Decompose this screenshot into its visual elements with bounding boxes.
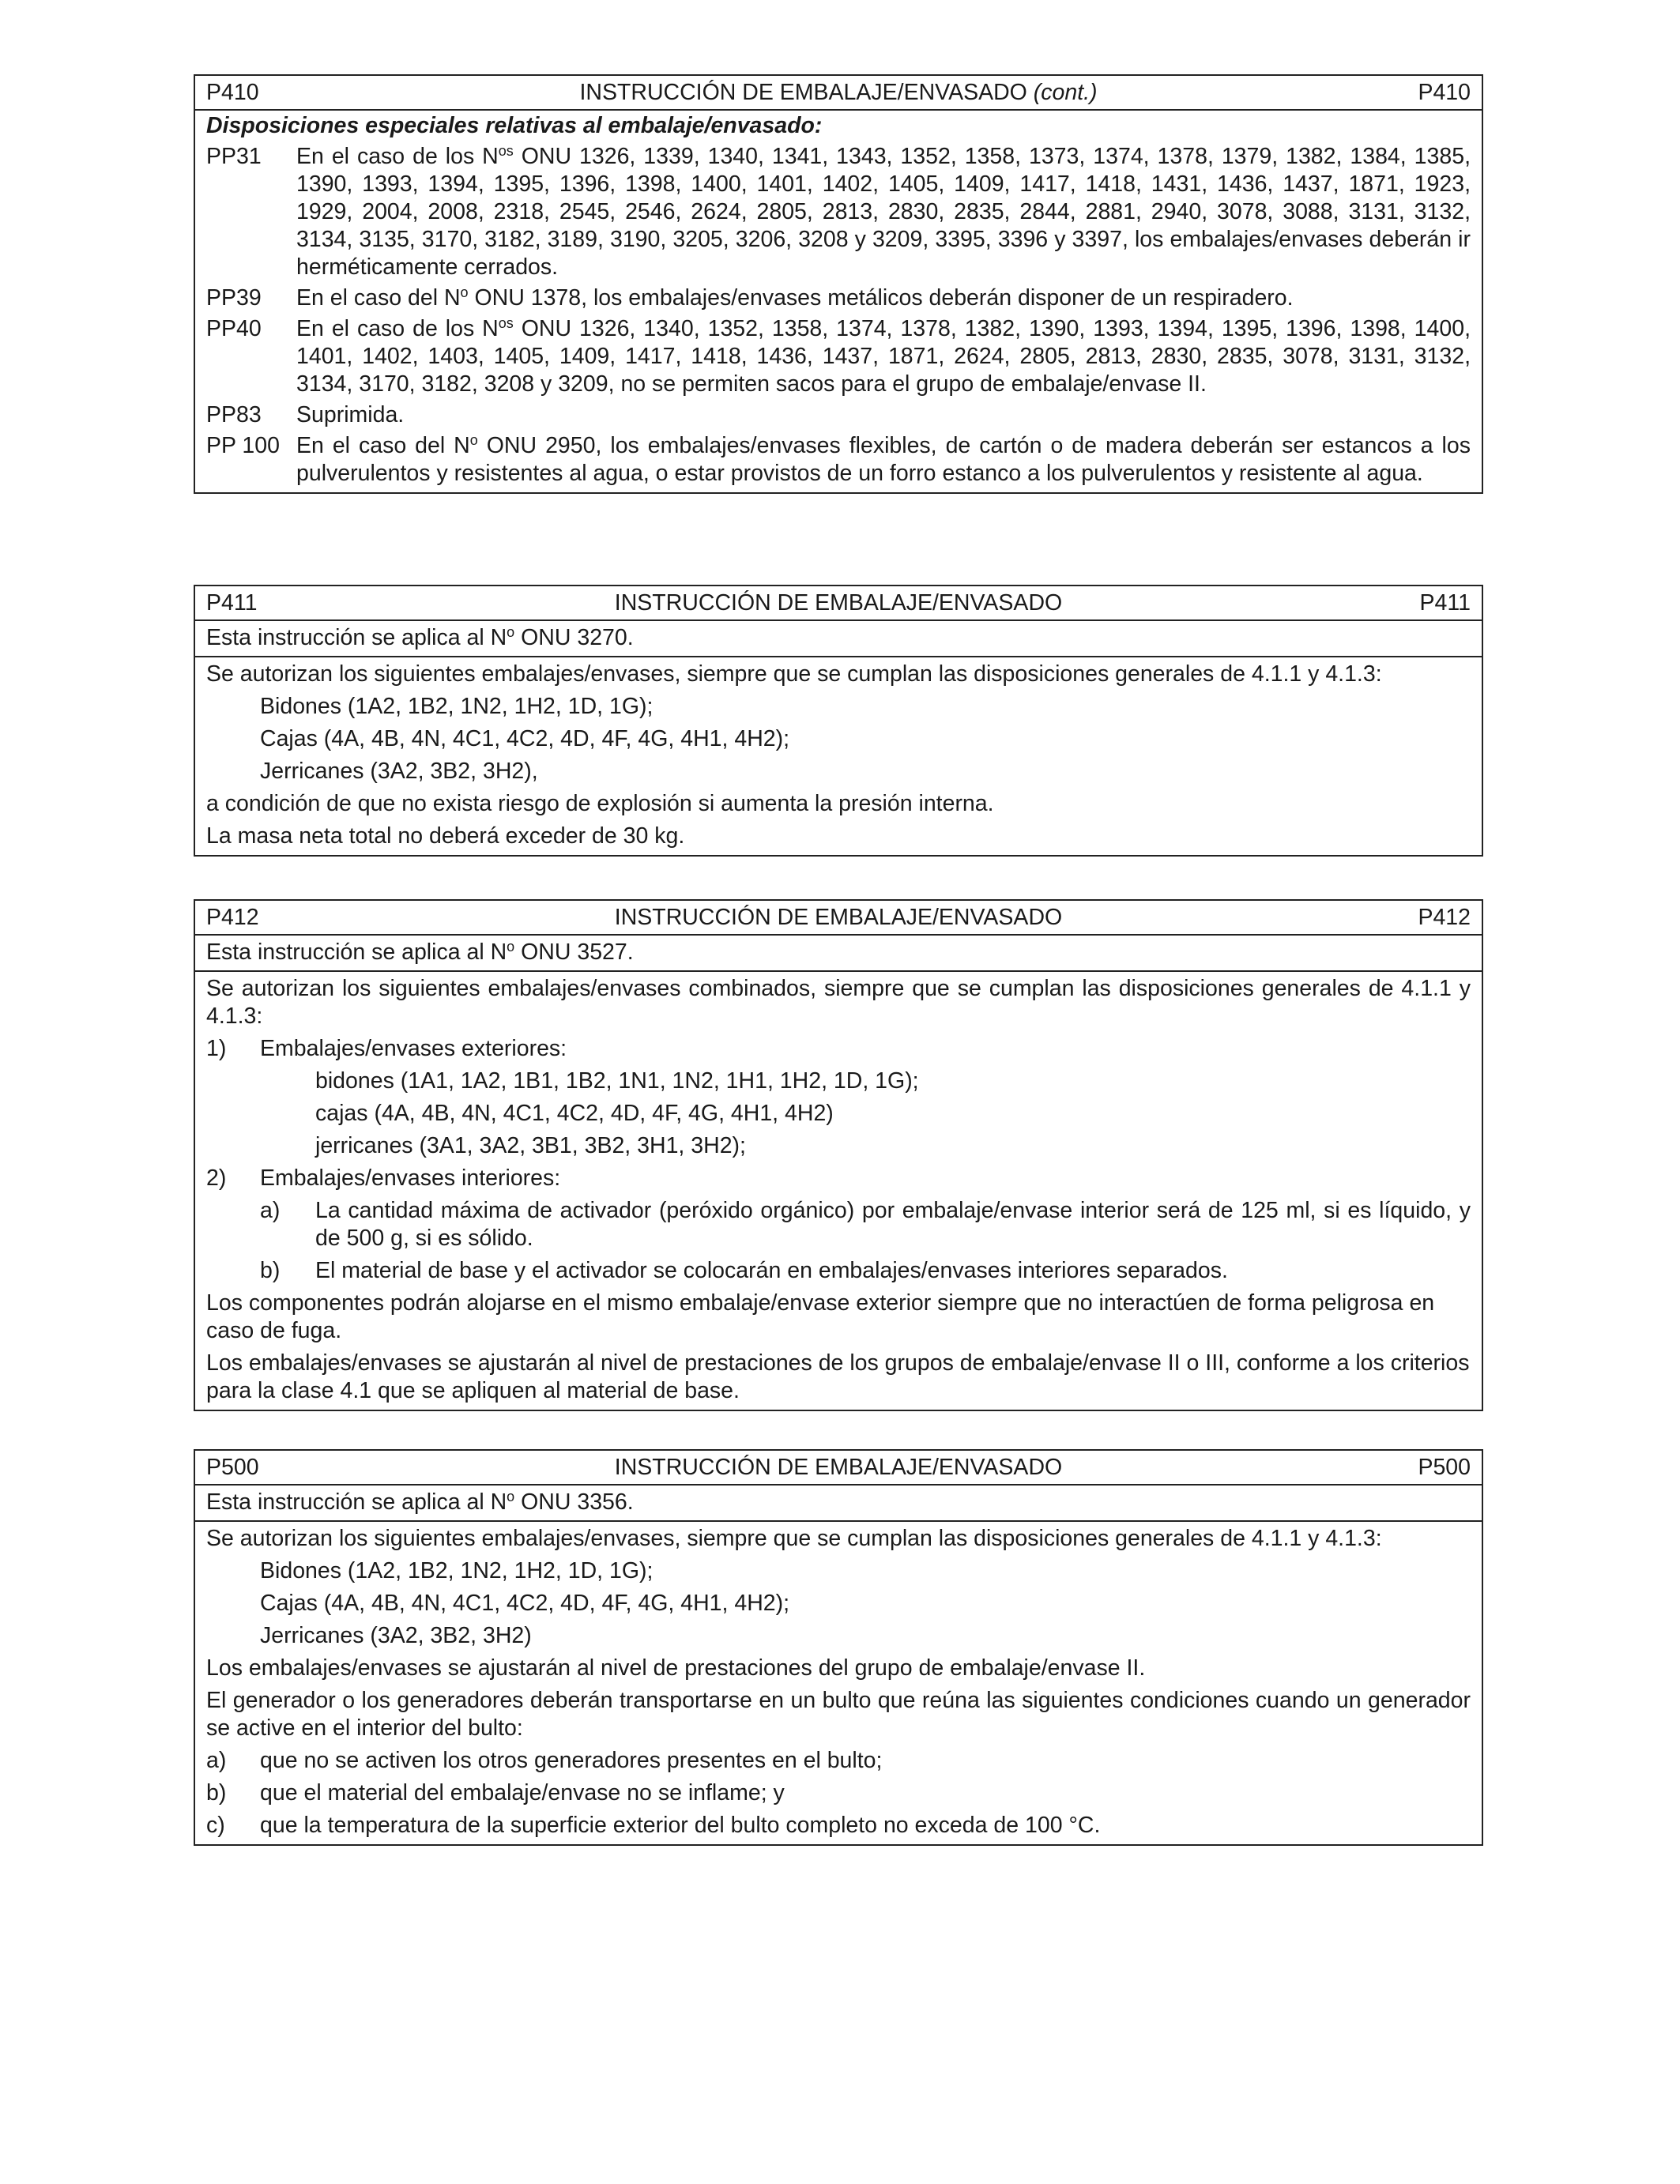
p412-note-performance: Los embalajes/envases se ajustarán al nivel de prestaciones de los grupos de embalaje/envase II o III, conforme a los criterios para la clase 4.1 que se apliquen al material de base. [206, 1350, 1470, 1403]
p411-mass: La masa neta total no deberá exceder de 30 kg. [206, 823, 685, 849]
p410-table [194, 74, 1483, 494]
provision-pp31: PP31 En el caso de los $N^{os}$ ONU 1326, 1339, 1340, 1341, 1343, 1352, 1358, 1373, 1374, 1378, 1379, 1382, 1384, 1385, 1390, 1393, 1394, 1395, 1396, 1398, 1400, 1401, 1402, 1405, 1409, 1417, 1418, 1431, 1436, 1437, 1871, 1923, 1929, 2004, 2008, 2318, 2545, 2546, 2624, 2805, 2813, 2830, 2835, 2844, 2881, 2940, 3078, 3088, 3131, 3132, 3134, 3135, 3170, 3182, 3189, 3190, 3205, 3206, 3208 y 3209, 3395, 3396 y 3397, los embalajes/envases deberán ir herméticamente cerrados. [206, 143, 1471, 280]
p500-condition-a: a) que no se activen los otros generadores presentes en el bulto; [206, 1748, 883, 1773]
p410-code-right: P410 [1418, 79, 1471, 105]
p500-performance: Los embalajes/envases se ajustarán al nivel de prestaciones del grupo de embalaje/envase II. [206, 1655, 1146, 1681]
special-provisions-heading: Disposiciones especiales relativas al embalaje/envasado: [206, 113, 823, 138]
p411-body [195, 656, 1482, 855]
p500-applies: Esta instrucción se aplica al $N^o$ ONU 3356. [206, 1489, 634, 1515]
p410-body [195, 111, 1482, 492]
p411-title: INSTRUCCIÓN DE EMBALAJE/ENVASADO [614, 589, 1063, 616]
p410-title: INSTRUCCIÓN DE EMBALAJE/ENVASADO (cont.) [579, 79, 1098, 105]
p500-title: INSTRUCCIÓN DE EMBALAJE/ENVASADO [614, 1454, 1063, 1480]
p412-outer: 1) Embalajes/envases exteriores: [206, 1036, 567, 1061]
provision-pp83: PP83 Suprimida. [206, 402, 405, 427]
p411-code-right: P411 [1419, 589, 1471, 616]
p412-code-left: P412 [206, 904, 259, 930]
p411-applies: Esta instrucción se aplica al $N^o$ ONU 3270. [206, 624, 634, 650]
p412-outer-item: bidones (1A1, 1A2, 1B1, 1B2, 1N1, 1N2, 1H1, 1H2, 1D, 1G); [315, 1068, 919, 1094]
p412-title: INSTRUCCIÓN DE EMBALAJE/ENVASADO [614, 904, 1063, 930]
p500-table [194, 1449, 1483, 1846]
p411-item: Cajas (4A, 4B, 4N, 4C1, 4C2, 4D, 4F, 4G, 4H1, 4H2); [260, 726, 790, 751]
p412-table [194, 899, 1483, 1411]
p411-condition: a condición de que no exista riesgo de explosión si aumenta la presión interna. [206, 791, 994, 816]
p412-outer-item: jerricanes (3A1, 3A2, 3B1, 3B2, 3H1, 3H2); [315, 1133, 746, 1158]
p412-inner: 2) Embalajes/envases interiores: [206, 1165, 561, 1191]
p411-item: Bidones (1A2, 1B2, 1N2, 1H2, 1D, 1G); [260, 694, 654, 719]
p500-header [195, 1451, 1482, 1485]
p500-generator: El generador o los generadores deberán transportarse en un bulto que reúna las siguientes condiciones cuando un generador se active en el interior del bulto: [206, 1688, 1471, 1741]
p412-body [195, 970, 1482, 1410]
p500-condition-c: c) que la temperatura de la superficie exterior del bulto completo no exceda de 100 °C. [206, 1813, 1101, 1838]
p412-outer-item: cajas (4A, 4B, 4N, 4C1, 4C2, 4D, 4F, 4G, 4H1, 4H2) [315, 1101, 834, 1126]
p500-condition-b: b) que el material del embalaje/envase no se inflame; y [206, 1780, 785, 1806]
p410-code-left: P410 [206, 79, 259, 105]
p500-intro: Se autorizan los siguientes embalajes/envases, siempre que se cumplan las disposiciones generales de 4.1.1 y 4.1.3: [206, 1526, 1382, 1551]
provision-pp40: PP40 En el caso de los $N^{os}$ ONU 1326, 1340, 1352, 1358, 1374, 1378, 1382, 1390, 1393, 1394, 1395, 1396, 1398, 1400, 1401, 1402, 1403, 1405, 1409, 1417, 1418, 1436, 1437, 1871, 2624, 2805, 2813, 2830, 2835, 3078, 3131, 3132, 3134, 3170, 3182, 3208 y 3209, no se permiten sacos para el grupo de embalaje/envase II. [206, 315, 1471, 397]
p411-code-left: P411 [206, 589, 258, 616]
p412-applies: Esta instrucción se aplica al $N^o$ ONU 3527. [206, 939, 634, 965]
provision-pp39: PP39 En el caso del $N^o$ ONU 1378, los embalajes/envases metálicos deberán disponer de un respiradero. [206, 284, 1294, 311]
p411-item: Jerricanes (3A2, 3B2, 3H2), [260, 759, 538, 784]
p412-code-right: P412 [1418, 904, 1471, 930]
p500-code-right: P500 [1418, 1454, 1471, 1480]
p411-intro: Se autorizan los siguientes embalajes/envases, siempre que se cumplan las disposiciones generales de 4.1.1 y 4.1.3: [206, 661, 1382, 687]
p500-code-left: P500 [206, 1454, 259, 1480]
p412-note-components: Los componentes podrán alojarse en el mismo embalaje/envase exterior siempre que no interactúen de forma peligrosa en caso de fuga. [206, 1290, 1435, 1343]
p412-inner-item-b: b) El material de base y el activador se colocarán en embalajes/envases interiores separados. [260, 1258, 1228, 1283]
p411-table [194, 585, 1483, 857]
p412-intro: Se autorizan los siguientes embalajes/envases combinados, siempre que se cumplan las disposiciones generales de 4.1.1 y 4.1.3: [206, 976, 1471, 1029]
p412-inner-item-a: a) La cantidad máxima de activador (peróxido orgánico) por embalaje/envase interior será de 125 ml, si es líquido, y de 500 g, si es sólido. [260, 1198, 1471, 1251]
p410-header [195, 76, 1482, 111]
p500-item: Bidones (1A2, 1B2, 1N2, 1H2, 1D, 1G); [260, 1558, 654, 1583]
provision-pp100: PP 100 En el caso del $N^o$ ONU 2950, los embalajes/envases flexibles, de cartón o de madera deberán ser estancos a los pulverulentos y resistentes al agua, o estar provistos de un forro estanco a los pulverulentos y resistente al agua. [206, 432, 1471, 486]
p412-header [195, 901, 1482, 936]
p500-body [195, 1520, 1482, 1844]
p411-header [195, 586, 1482, 621]
p500-item: Jerricanes (3A2, 3B2, 3H2) [260, 1623, 532, 1648]
p500-item: Cajas (4A, 4B, 4N, 4C1, 4C2, 4D, 4F, 4G, 4H1, 4H2); [260, 1591, 790, 1616]
